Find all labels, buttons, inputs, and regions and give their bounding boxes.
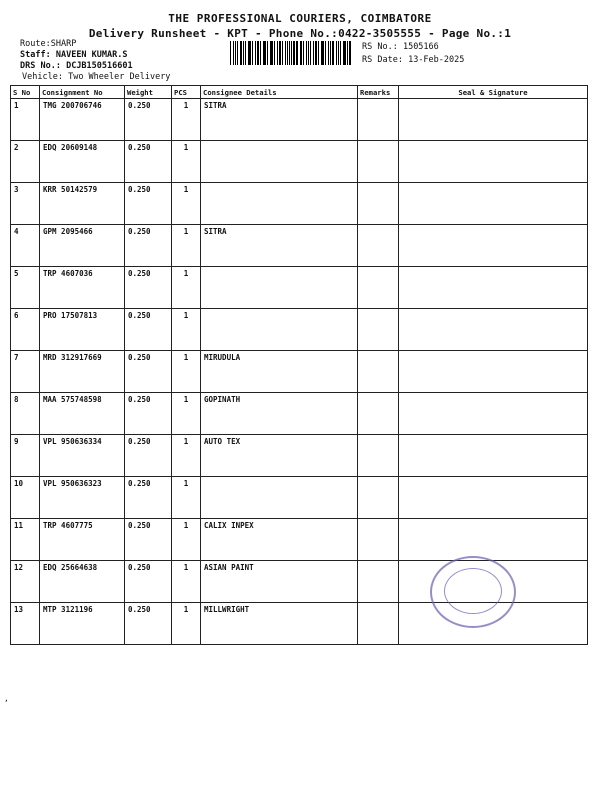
row-pcs: 1 bbox=[172, 477, 201, 519]
barcode-bar bbox=[296, 41, 298, 65]
barcode-bar bbox=[270, 41, 271, 65]
table-row bbox=[11, 477, 588, 519]
seal-stamp bbox=[430, 556, 516, 628]
row-pcs: 1 bbox=[172, 351, 201, 393]
row-seal-signature bbox=[399, 183, 588, 225]
row-remarks bbox=[358, 351, 399, 393]
row-remarks bbox=[358, 183, 399, 225]
table-header-row bbox=[11, 86, 588, 99]
barcode-bar bbox=[248, 41, 249, 65]
runsheet-subtitle: Delivery Runsheet - KPT - Phone No.:0422-3505555 - Page No.:1 bbox=[88, 27, 512, 40]
row-consignee: ASIAN PAINT bbox=[201, 561, 358, 603]
barcode-bar bbox=[274, 41, 275, 65]
row-remarks bbox=[358, 309, 399, 351]
row-pcs: 1 bbox=[172, 267, 201, 309]
barcode-bar bbox=[235, 41, 236, 65]
table-row bbox=[11, 519, 588, 561]
barcode-bar bbox=[230, 41, 231, 65]
barcode-bar bbox=[267, 41, 268, 65]
row-pcs: 1 bbox=[172, 183, 201, 225]
barcode-bar bbox=[285, 41, 286, 65]
rs-date-line bbox=[362, 55, 464, 65]
row-consignment-no: MRD 312917669 bbox=[40, 351, 125, 393]
table-row bbox=[11, 99, 588, 141]
rs-no-line bbox=[362, 42, 439, 52]
rs-no-value: 1505166 bbox=[402, 42, 439, 52]
row-weight: 0.250 bbox=[125, 561, 172, 603]
row-sno: 2 bbox=[11, 141, 40, 183]
row-sno: 5 bbox=[11, 267, 40, 309]
barcode-bar bbox=[237, 41, 238, 65]
col-header-consignment: Consignment No bbox=[40, 86, 125, 99]
barcode-bar bbox=[343, 41, 344, 65]
row-pcs: 1 bbox=[172, 99, 201, 141]
barcode-bar bbox=[313, 41, 314, 65]
barcode-bar bbox=[338, 41, 339, 65]
barcode-bar bbox=[287, 41, 288, 65]
vehicle-value: Two Wheeler Delivery bbox=[68, 72, 171, 82]
row-sno: 3 bbox=[11, 183, 40, 225]
row-weight: 0.250 bbox=[125, 477, 172, 519]
row-consignee: SITRA bbox=[201, 225, 358, 267]
row-consignment-no: VPL 950636323 bbox=[40, 477, 125, 519]
row-seal-signature bbox=[399, 267, 588, 309]
row-sno: 11 bbox=[11, 519, 40, 561]
row-sno: 13 bbox=[11, 603, 40, 645]
barcode-bar bbox=[344, 41, 345, 65]
barcode-bar bbox=[310, 41, 311, 65]
barcode-bar bbox=[325, 41, 326, 65]
row-consignee bbox=[201, 267, 358, 309]
row-consignee: GOPINATH bbox=[201, 393, 358, 435]
company-name: THE PROFESSIONAL COURIERS, COIMBATORE bbox=[168, 12, 432, 25]
row-sno: 12 bbox=[11, 561, 40, 603]
row-weight: 0.250 bbox=[125, 99, 172, 141]
table-row bbox=[11, 435, 588, 477]
barcode-bar bbox=[243, 41, 244, 65]
row-consignee: MIRUDULA bbox=[201, 351, 358, 393]
row-remarks bbox=[358, 267, 399, 309]
row-remarks bbox=[358, 435, 399, 477]
row-consignment-no: EDQ 20609148 bbox=[40, 141, 125, 183]
barcode-bar bbox=[263, 41, 264, 65]
row-consignment-no: TMG 200706746 bbox=[40, 99, 125, 141]
barcode-bar bbox=[315, 41, 317, 65]
row-remarks bbox=[358, 141, 399, 183]
row-consignee bbox=[201, 141, 358, 183]
col-header-seal: Seal & Signature bbox=[399, 86, 588, 99]
col-header-pcs: PCS bbox=[172, 86, 201, 99]
row-consignment-no: MTP 3121196 bbox=[40, 603, 125, 645]
rs-date-label: RS Date: bbox=[362, 55, 403, 65]
row-seal-signature bbox=[399, 477, 588, 519]
barcode-bar bbox=[306, 41, 307, 65]
route-line bbox=[20, 39, 76, 49]
barcode-bar bbox=[255, 41, 256, 65]
barcode-bar bbox=[233, 41, 234, 65]
barcode-bar bbox=[282, 41, 283, 65]
barcode-bar bbox=[264, 41, 265, 65]
drs-value: DCJB150516601 bbox=[66, 61, 133, 71]
row-consignment-no: GPM 2095466 bbox=[40, 225, 125, 267]
col-header-sno: S No bbox=[11, 86, 40, 99]
row-weight: 0.250 bbox=[125, 603, 172, 645]
row-pcs: 1 bbox=[172, 561, 201, 603]
row-sno: 1 bbox=[11, 99, 40, 141]
row-consignee: SITRA bbox=[201, 99, 358, 141]
row-remarks bbox=[358, 225, 399, 267]
row-pcs: 1 bbox=[172, 519, 201, 561]
runsheet-table bbox=[10, 85, 588, 645]
row-sno: 8 bbox=[11, 393, 40, 435]
barcode-bar bbox=[303, 41, 304, 65]
row-remarks bbox=[358, 99, 399, 141]
barcode-bar bbox=[260, 41, 261, 65]
barcode-bar bbox=[277, 41, 278, 65]
row-weight: 0.250 bbox=[125, 267, 172, 309]
row-consignee: MILLWRIGHT bbox=[201, 603, 358, 645]
row-remarks bbox=[358, 477, 399, 519]
row-consignee bbox=[201, 183, 358, 225]
row-pcs: 1 bbox=[172, 141, 201, 183]
row-consignee: AUTO TEX bbox=[201, 435, 358, 477]
col-header-consignee: Consignee Details bbox=[201, 86, 358, 99]
row-seal-signature bbox=[399, 351, 588, 393]
drs-line bbox=[20, 61, 133, 71]
row-weight: 0.250 bbox=[125, 309, 172, 351]
row-pcs: 1 bbox=[172, 309, 201, 351]
col-header-remarks: Remarks bbox=[358, 86, 399, 99]
rs-date-value: 13-Feb-2025 bbox=[408, 55, 465, 65]
row-weight: 0.250 bbox=[125, 435, 172, 477]
row-sno: 7 bbox=[11, 351, 40, 393]
table-row bbox=[11, 183, 588, 225]
barcode-bar bbox=[291, 41, 292, 65]
row-pcs: 1 bbox=[172, 435, 201, 477]
row-sno: 6 bbox=[11, 309, 40, 351]
barcode-bar bbox=[301, 41, 302, 65]
row-consignment-no: TRP 4607775 bbox=[40, 519, 125, 561]
barcode-bar bbox=[279, 41, 281, 65]
row-weight: 0.250 bbox=[125, 393, 172, 435]
row-seal-signature bbox=[399, 435, 588, 477]
barcode-bar bbox=[347, 41, 348, 65]
row-seal-signature bbox=[399, 99, 588, 141]
row-seal-signature bbox=[399, 519, 588, 561]
row-weight: 0.250 bbox=[125, 141, 172, 183]
staff-line bbox=[20, 50, 128, 60]
table-row bbox=[11, 141, 588, 183]
vehicle-label: Vehicle: bbox=[22, 72, 63, 82]
row-seal-signature bbox=[399, 141, 588, 183]
row-consignment-no: TRP 4607036 bbox=[40, 267, 125, 309]
barcode-bar bbox=[252, 41, 253, 65]
row-remarks bbox=[358, 603, 399, 645]
barcode-bar bbox=[293, 41, 294, 65]
table-row bbox=[11, 225, 588, 267]
col-header-weight: Weight bbox=[125, 86, 172, 99]
barcode-bar bbox=[300, 41, 301, 65]
barcode-bar bbox=[318, 41, 319, 65]
barcode-bar bbox=[249, 41, 250, 65]
barcode-bar bbox=[321, 41, 322, 65]
table-row bbox=[11, 309, 588, 351]
row-weight: 0.250 bbox=[125, 351, 172, 393]
row-consignment-no: KRR 50142579 bbox=[40, 183, 125, 225]
edge-mark: , bbox=[4, 694, 9, 703]
row-pcs: 1 bbox=[172, 393, 201, 435]
row-pcs: 1 bbox=[172, 225, 201, 267]
row-consignee: CALIX INPEX bbox=[201, 519, 358, 561]
row-weight: 0.250 bbox=[125, 519, 172, 561]
row-sno: 9 bbox=[11, 435, 40, 477]
barcode-bar bbox=[308, 41, 309, 65]
table-row bbox=[11, 393, 588, 435]
staff-value: NAVEEN KUMAR.S bbox=[55, 50, 128, 60]
row-consignment-no: PRO 17507813 bbox=[40, 309, 125, 351]
barcode-bar bbox=[340, 41, 341, 65]
barcode-bar bbox=[257, 41, 259, 65]
barcode-bar bbox=[322, 41, 323, 65]
row-weight: 0.250 bbox=[125, 183, 172, 225]
staff-label: Staff: bbox=[20, 50, 51, 60]
row-seal-signature bbox=[399, 393, 588, 435]
vehicle-line bbox=[22, 72, 170, 82]
drs-label: DRS No.: bbox=[20, 61, 61, 71]
row-consignee bbox=[201, 477, 358, 519]
row-consignee bbox=[201, 309, 358, 351]
row-consignment-no: VPL 950636334 bbox=[40, 435, 125, 477]
barcode-bar bbox=[330, 41, 331, 65]
rs-no-label: RS No.: bbox=[362, 42, 398, 52]
table-row bbox=[11, 267, 588, 309]
row-remarks bbox=[358, 561, 399, 603]
row-consignment-no: MAA 575748598 bbox=[40, 393, 125, 435]
barcode-bar bbox=[271, 41, 272, 65]
barcode-bar bbox=[289, 41, 290, 65]
barcode-bar bbox=[328, 41, 329, 65]
row-consignment-no: EDQ 25664638 bbox=[40, 561, 125, 603]
row-remarks bbox=[358, 519, 399, 561]
route-label: Route: bbox=[20, 39, 51, 49]
barcode-bar bbox=[336, 41, 337, 65]
row-seal-signature bbox=[399, 225, 588, 267]
row-remarks bbox=[358, 393, 399, 435]
table-row bbox=[11, 351, 588, 393]
route-value: SHARP bbox=[50, 39, 77, 49]
row-sno: 4 bbox=[11, 225, 40, 267]
barcode bbox=[230, 41, 352, 65]
row-weight: 0.250 bbox=[125, 225, 172, 267]
barcode-bar bbox=[332, 41, 334, 65]
row-seal-signature bbox=[399, 309, 588, 351]
barcode-bar bbox=[240, 41, 242, 65]
barcode-bar bbox=[245, 41, 246, 65]
barcode-bar bbox=[349, 41, 350, 65]
row-pcs: 1 bbox=[172, 603, 201, 645]
row-sno: 10 bbox=[11, 477, 40, 519]
